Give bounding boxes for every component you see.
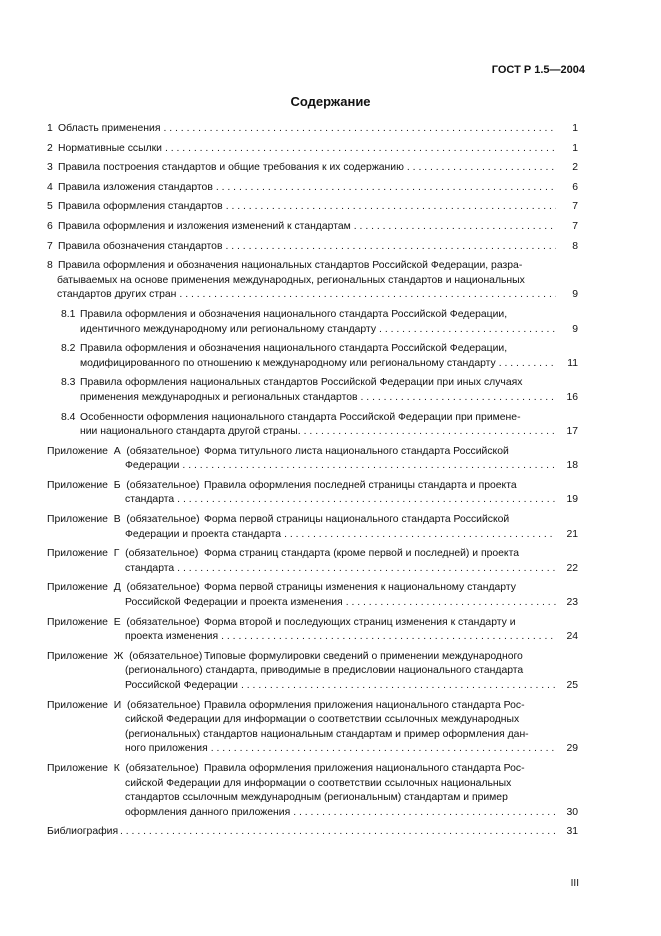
toc-entry-text: Правила оформления и обозначения национального стандарта Российской Федерации, — [80, 308, 508, 320]
toc-entry[interactable] — [47, 825, 578, 840]
toc-entry-text: (регионального) стандарта, приводимые в предисловии национального стандарта — [125, 665, 524, 677]
toc-entry[interactable] — [47, 411, 578, 440]
toc-entry-text: Форма первой страницы национального стандарта Российской — [204, 514, 510, 526]
dot-leader — [208, 742, 556, 757]
toc-page-number: 7 — [572, 220, 578, 232]
toc-entry[interactable] — [47, 200, 578, 215]
dot-leader — [117, 825, 556, 840]
toc-entry-number: Приложение А (обязательное) — [47, 445, 200, 457]
toc-entry-text: Правила оформления национальных стандартов Российской Федерации при иных случаях — [80, 377, 523, 389]
toc-entry-number: 5 — [47, 201, 53, 213]
toc-entry[interactable] — [47, 650, 578, 694]
toc-entry-text: Область применения — [58, 123, 161, 134]
dot-leader — [281, 528, 556, 543]
toc-entry-text: Типовые формулировки сведений о применении международного — [204, 650, 523, 662]
toc-entry-text: Форма второй и последующих страниц изменения к стандарту и — [204, 616, 516, 628]
toc-page-number: 24 — [566, 631, 578, 643]
dot-leader — [301, 425, 556, 440]
toc-entry-number: Приложение Е (обязательное) — [47, 616, 200, 628]
toc-entry-text: Форма первой страницы изменения к национальному стандарту — [204, 582, 516, 594]
toc-entry-number: 6 — [47, 220, 53, 232]
toc-entry[interactable] — [47, 240, 578, 255]
toc-entry[interactable] — [47, 513, 578, 542]
toc-entry-text: стандартов других стран — [57, 289, 177, 301]
toc-entry[interactable] — [47, 376, 578, 405]
table-of-contents — [47, 122, 578, 845]
toc-page-number: 9 — [572, 289, 578, 301]
toc-entry-text: Правила оформления стандартов — [58, 201, 223, 213]
dot-leader — [174, 562, 556, 577]
toc-entry-number: Приложение К (обязательное) — [47, 762, 199, 774]
toc-page-number: 11 — [567, 357, 578, 369]
toc-entry-text: Правила оформления последней страницы стандарта и проекта — [204, 479, 517, 491]
dot-leader — [213, 181, 556, 196]
toc-entry[interactable] — [47, 161, 578, 176]
toc-entry-number: Приложение В (обязательное) — [47, 514, 200, 526]
toc-entry[interactable] — [47, 581, 578, 610]
toc-entry-text: ного приложения — [125, 743, 208, 755]
toc-page-number: 6 — [572, 181, 578, 193]
dot-leader — [290, 806, 556, 821]
toc-entry-number: Приложение И (обязательное) — [47, 699, 201, 711]
toc-entry-text: модифицированного по отношению к международному или региональному стандарту — [80, 357, 496, 369]
dot-leader — [174, 493, 556, 508]
toc-entry-number: 8 — [47, 260, 53, 272]
toc-entry-text: нии национального стандарта другой страны. — [80, 426, 301, 438]
toc-entry[interactable] — [47, 547, 578, 576]
toc-entry-text: применения международных и региональных стандартов — [80, 391, 358, 403]
dot-leader — [358, 391, 556, 406]
dot-leader — [218, 630, 556, 645]
dot-leader — [404, 161, 556, 176]
dot-leader — [222, 240, 556, 255]
toc-entry-number: 8.1 — [61, 308, 76, 320]
toc-entry-text: стандарта — [125, 494, 175, 506]
dot-leader — [496, 357, 556, 372]
toc-entry-text: сийской Федерации для информации о соответствии ссылочных национальных — [125, 777, 512, 789]
toc-entry-text: Федерации и проекта стандарта — [125, 528, 282, 540]
toc-entry-text: Форма титульного листа национального стандарта Российской — [204, 445, 509, 457]
toc-entry-text: Правила обозначения стандартов — [58, 240, 223, 252]
toc-entry-text: Правила оформления и обозначения национальных стандартов Российской Федерации, разра- — [58, 260, 523, 272]
toc-entry[interactable] — [47, 616, 578, 645]
toc-entry-number: Приложение Д (обязательное) — [47, 582, 200, 594]
toc-page-number: 9 — [572, 323, 578, 335]
toc-entry-number: 2 — [47, 142, 53, 154]
toc-entry-text: сийской Федерации для информации о соответствии ссылочных международных — [125, 714, 520, 726]
dot-leader — [376, 323, 556, 338]
toc-entry-text: стандарта — [125, 562, 175, 574]
toc-page-number: 25 — [566, 680, 578, 691]
toc-entry[interactable] — [47, 142, 578, 157]
toc-entry-text: стандартов ссылочным международным (региональным) стандартам и пример — [125, 792, 508, 804]
toc-page-number: 19 — [566, 494, 578, 506]
toc-entry-text: оформления данного приложения — [125, 806, 291, 818]
dot-leader — [176, 288, 556, 303]
toc-entry-text: Особенности оформления национального стандарта Российской Федерации при примене- — [80, 411, 521, 423]
dot-leader — [160, 122, 556, 137]
toc-entry-number: 3 — [47, 162, 53, 174]
toc-entry[interactable] — [47, 122, 578, 137]
toc-entry[interactable] — [47, 342, 578, 371]
toc-entry-number: 4 — [47, 181, 53, 193]
toc-entry-text: Российской Федерации и проекта изменения — [125, 597, 343, 609]
toc-entry[interactable] — [47, 445, 578, 474]
toc-entry-text: Форма страниц стандарта (кроме первой и последней) и проекта — [204, 548, 520, 560]
page-number: III — [570, 878, 579, 889]
toc-page-number: 23 — [566, 597, 578, 609]
toc-page-number: 16 — [566, 391, 578, 403]
toc-entry-number: Приложение Б (обязательное) — [47, 479, 200, 491]
toc-entry-text: Правила оформления приложения национального стандарта Рос- — [204, 762, 525, 774]
toc-entry-text: Правила оформления приложения национального стандарта Рос- — [204, 699, 525, 711]
dot-leader — [351, 220, 556, 235]
toc-page-number: 7 — [572, 201, 578, 213]
toc-page-number: 17 — [566, 426, 578, 438]
toc-page-number: 22 — [566, 562, 578, 574]
dot-leader — [238, 679, 556, 694]
toc-page-number: 1 — [572, 123, 578, 134]
toc-entry-text: (региональных) стандартов национальным стандартам и пример оформления дан- — [125, 728, 529, 740]
toc-entry-text: Нормативные ссылки — [58, 142, 162, 154]
toc-entry-text: Российской Федерации — [125, 680, 238, 691]
toc-entry-text: Правила оформления и обозначения национального стандарта Российской Федерации, — [80, 343, 508, 355]
toc-entry-number: 7 — [47, 240, 53, 252]
toc-entry[interactable] — [47, 762, 578, 820]
toc-page-number: 2 — [572, 162, 578, 174]
toc-page-number: 8 — [572, 240, 578, 252]
toc-entry-number: Приложение Г (обязательное) — [47, 548, 199, 560]
toc-entry-text: Правила изложения стандартов — [58, 181, 213, 193]
toc-entry[interactable] — [47, 308, 578, 337]
toc-page-number: 1 — [572, 142, 578, 154]
document-code: ГОСТ Р 1.5—2004 — [491, 64, 585, 76]
toc-entry-number: 8.4 — [61, 411, 76, 423]
dot-leader — [179, 459, 556, 474]
toc-page-number: 21 — [566, 528, 578, 540]
toc-entry[interactable] — [47, 220, 578, 235]
toc-entry-text: Правила построения стандартов и общие требования к их содержанию — [58, 162, 404, 174]
toc-entry-text: Федерации — [125, 460, 180, 472]
toc-entry-number: 8.3 — [61, 377, 76, 389]
toc-entry-text: батываемых на основе применения международных, региональных стандартов и национальных — [57, 274, 525, 286]
toc-page-number: 30 — [566, 806, 578, 818]
toc-page-number: 18 — [566, 460, 578, 472]
dot-leader — [162, 142, 556, 157]
toc-entry[interactable] — [47, 259, 578, 303]
toc-entry-number: 1 — [47, 123, 53, 134]
toc-entry-number: 8.2 — [61, 343, 76, 355]
toc-entry-number: Библиография — [47, 826, 119, 838]
toc-entry[interactable] — [47, 699, 578, 757]
page-title: Содержание — [290, 94, 371, 109]
toc-page-number: 29 — [566, 743, 578, 755]
toc-entry-text: проекта изменения — [125, 631, 219, 643]
toc-entry[interactable] — [47, 181, 578, 196]
toc-entry-number: Приложение Ж (обязательное) — [47, 650, 203, 662]
toc-entry-text: идентичного международному или региональному стандарту — [80, 323, 377, 335]
toc-entry[interactable] — [47, 479, 578, 508]
dot-leader — [343, 596, 556, 611]
dot-leader — [223, 200, 556, 215]
toc-entry-text: Правила оформления и изложения изменений к стандартам — [58, 220, 351, 232]
toc-page-number: 31 — [566, 826, 578, 838]
